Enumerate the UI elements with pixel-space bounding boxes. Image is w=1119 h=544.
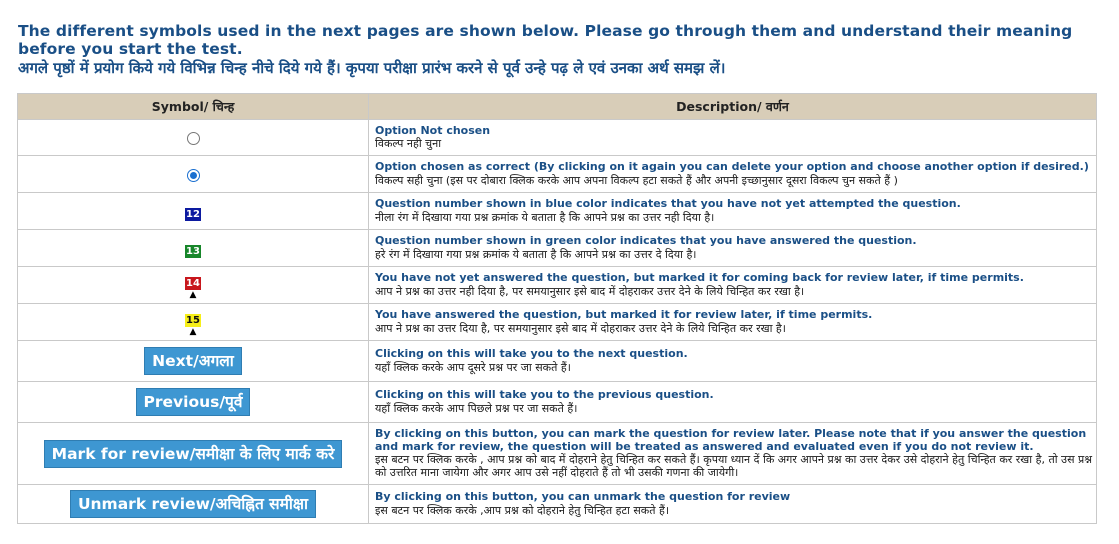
description-hindi: विकल्प नही चुना (375, 137, 442, 151)
description-hindi: नीला रंग में दिखाया गया प्रश्न क्रमांक ये बताता है कि आपने प्रश्न का उत्तर नही दिया है। (375, 210, 715, 224)
table-header-row (18, 94, 1097, 120)
description-cell (369, 341, 1097, 382)
symbol-cell (18, 156, 369, 193)
table-row (18, 156, 1097, 193)
description-hindi: इस बटन पर क्लिक करके ,आप प्रश्न को दोहराने हेतु चिन्हित हटा सकते हैं। (375, 503, 670, 517)
table-row (18, 120, 1097, 156)
symbol-cell (18, 120, 369, 156)
description-cell (369, 423, 1097, 485)
description-english: Clicking on this will take you to the next question. (375, 347, 688, 361)
description-cell (369, 485, 1097, 524)
intro-english: The different symbols used in the next pages are shown below. Please go through them and understand their meaning before you start the test. (18, 22, 1073, 58)
table-row (18, 341, 1097, 382)
description-english: Question number shown in green color indicates that you have answered the question. (375, 234, 917, 248)
description-cell (369, 267, 1097, 304)
table-row (18, 193, 1097, 230)
description-english: By clicking on this button, you can mark the question for review later. Please note that if you answer the question and mark for review, the question will be treated as answered and evaluated even if you do not review it. (375, 427, 1087, 453)
symbol-cell (18, 267, 369, 304)
intro-hindi: अगले पृष्ठों में प्रयोग किये गये विभिन्न चिन्ह नीचे दिये गये हैं। कृपया परीक्षा प्रारंभ करने से पूर्व उन्हे पढ़ ले एवं उनका अर्थ समझ लें। (18, 59, 726, 77)
symbol-legend-table (17, 93, 1097, 524)
description-cell (369, 120, 1097, 156)
radio-unchecked-icon (187, 132, 200, 145)
description-english: By clicking on this button, you can unmark the question for review (375, 490, 791, 504)
description-hindi: आप ने प्रश्न का उत्तर नही दिया है, पर समयानुसार इसे बाद में दोहराकर उत्तर देने के लिये चिन्हित कर रखा है। (375, 284, 805, 298)
table-row (18, 267, 1097, 304)
description-cell (369, 193, 1097, 230)
question-number-blue: 12 (186, 208, 200, 220)
description-hindi: हरे रंग में दिखाया गया प्रश्न क्रमांक ये बताता है कि आपने प्रश्न का उत्तर दे दिया है। (375, 247, 697, 261)
symbol-cell (18, 485, 369, 524)
radio-checked-icon (187, 169, 200, 182)
question-number-green: 13 (186, 245, 200, 257)
description-hindi: आप ने प्रश्न का उत्तर दिया है, पर समयानुसार इसे बाद में दोहराकर उत्तर देने के लिये चिन्हित कर रखा है। (375, 321, 786, 335)
table-row (18, 423, 1097, 485)
description-hindi: यहाँ क्लिक करके आप पिछले प्रश्न पर जा सकते हैं। (375, 401, 578, 415)
description-hindi: विकल्प सही चुना (इस पर दोबारा क्लिक करके आप अपना विकल्प हटा सकते हैं और अपनी इच्छानुसार दूसरा विकल्प चुन सकते हैं ) (375, 173, 898, 187)
description-cell (369, 382, 1097, 423)
header-symbol: Symbol/ चिन्ह (18, 94, 369, 120)
symbol-cell (18, 382, 369, 423)
table-row (18, 485, 1097, 524)
description-cell (369, 156, 1097, 193)
table-row (18, 382, 1097, 423)
table-row (18, 230, 1097, 267)
description-cell (369, 304, 1097, 341)
next-button[interactable]: Next/अगला (144, 347, 242, 375)
up-arrow-icon: ▲ (189, 326, 197, 337)
symbol-cell (18, 230, 369, 267)
mark-for-review-button[interactable]: Mark for review/समीक्षा के लिए मार्क करे (44, 440, 343, 468)
description-english: Option Not chosen (375, 123, 491, 137)
symbol-cell (18, 304, 369, 341)
header-description: Description/ वर्णन (369, 94, 1097, 120)
description-english: Option chosen as correct (By clicking on it again you can delete your option and choose another option if desired.) (375, 160, 1089, 174)
question-number-red: 14 (186, 277, 200, 289)
instructions-intro (18, 22, 1108, 78)
description-hindi: इस बटन पर क्लिक करके , आप प्रश्न को बाद में दोहराने हेतु चिन्हित कर सकते हैं। कृपया ध्यान दें कि अगर आपने प्रश्न का उत्तर देकर उसे दोहराने हेतु चिन्हित कर रखा है, तो उस प्रश्न को उत्तरित माना जायेगा और अगर आप उसे नहीं दोहराते हैं तो भी उसकी गणना की जायेगी। (375, 453, 1093, 479)
symbol-cell (18, 193, 369, 230)
description-english: Question number shown in blue color indicates that you have not yet attempted the question. (375, 197, 961, 211)
symbol-cell (18, 341, 369, 382)
description-hindi: यहाँ क्लिक करके आप दूसरे प्रश्न पर जा सकते हैं। (375, 360, 571, 374)
description-cell (369, 230, 1097, 267)
question-number-yellow: 15 (186, 314, 200, 326)
description-english: You have answered the question, but marked it for review later, if time permits. (375, 308, 873, 322)
description-english: You have not yet answered the question, but marked it for coming back for review later, if time permits. (375, 271, 1024, 285)
description-english: Clicking on this will take you to the previous question. (375, 388, 714, 402)
previous-button[interactable]: Previous/पूर्व (136, 388, 251, 416)
up-arrow-icon: ▲ (189, 289, 197, 300)
symbol-cell (18, 423, 369, 485)
unmark-review-button[interactable]: Unmark review/अचिह्नित समीक्षा (70, 490, 316, 518)
table-row (18, 304, 1097, 341)
